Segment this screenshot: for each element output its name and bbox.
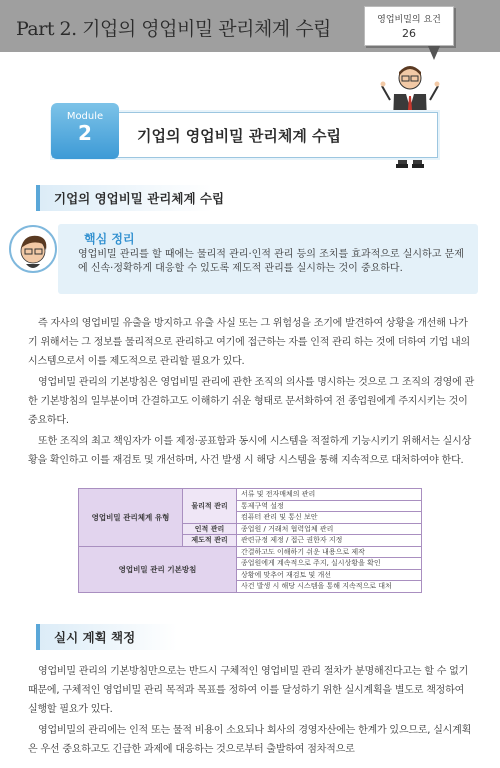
module-badge-label: Module [66, 111, 104, 122]
body-paragraph-4: 영업비밀 관리의 기본방침만으로는 반드시 구체적인 영업비밀 관리 절차가 분명해진다고는 할 수 없기 때문에, 구체적인 영업비밀 관리 목적과 목표를 정하여 이를 달성하기 위한 실시계획을 별도로 책정하여 실행할 필요가 있다. [28, 666, 469, 715]
section-heading-1-text: 기업의 영업비밀 관리체계 수립 [54, 191, 225, 206]
chapter-title: Part 2. 기업의 영업비밀 관리체계 수립 [16, 18, 331, 40]
section-heading-2-text: 실시 계획 책정 [54, 630, 136, 645]
module-badge-number: 2 [78, 121, 92, 145]
table-subgroup-label: 인적 관리 [183, 523, 237, 535]
body-paragraph-2: 영업비밀 관리의 기본방침은 영업비밀 관리에 관한 조직의 의사를 명시하는 것으로 그 조직의 경영에 관한 기본방침의 일부분이며 간결하고도 이해하기 쉬운 형태로 문서화하여 전 종업원에게 주지시키는 것이 중요하다. [28, 377, 475, 426]
tab-tail-decoration [428, 46, 440, 60]
section-heading-1 [36, 185, 286, 211]
body-paragraph-3: 또한 조직의 최고 책임자가 이를 제정·공표함과 동시에 시스템을 적절하게 기능시키기 위해서는 실시상황을 확인하고 이를 재검토 및 개선하며, 사건 발생 시 해당 시스템을 통해 지속적으로 대처하여야 한다. [28, 436, 472, 466]
table-subgroup-label: 제도적 관리 [183, 535, 237, 547]
table-cell: 서류 및 전자매체의 관리 [237, 489, 422, 501]
module-title: 기업의 영업비밀 관리체계 수립 [137, 127, 342, 145]
summary-box [58, 224, 478, 294]
table-cell: 통제구역 설정 [237, 500, 422, 512]
table-row [79, 489, 422, 501]
table-cell: 사건 발생 시 해당 시스템을 통해 지속적으로 대처 [237, 581, 422, 593]
table-row [79, 546, 422, 558]
table-cell: 관련규정 제정 / 접근 권한자 지정 [237, 535, 422, 547]
table-cell: 상황에 맞추어 재검토 및 개선 [237, 569, 422, 581]
module-heading [52, 112, 438, 158]
table-cell: 종업원에게 계속적으로 주지, 실시상황을 확인 [237, 558, 422, 570]
table-group-label: 영업비밀 관리체계 유형 [79, 489, 183, 547]
table-cell: 간결하고도 이해하기 쉬운 내용으로 제작 [237, 546, 422, 558]
professor-avatar-icon [8, 224, 58, 274]
page-tab [364, 6, 454, 46]
table-group-label: 영업비밀 관리 기본방침 [79, 546, 237, 592]
page-number: 26 [402, 27, 416, 40]
body-paragraph-1: 즉 자사의 영업비밀 유출을 방지하고 유출 사실 또는 그 위험성을 조기에 발견하여 상황을 개선해 나가기 위해서는 그 정보를 물리적으로 관리하고 여기에 접근하는 자를 인적 관리 하는 것에 더하여 기업 내의 시스템으로서 이를 제도적으로 관리할 필요가 있다. [28, 318, 471, 367]
body-paragraph-5: 영업비밀의 관리에는 인적 또는 물적 비용이 소요되나 회사의 경영자산에는 한계가 있으므로, 실시계획은 우선 중요하고도 긴급한 과제에 대응하는 것으로부터 출발하여 점차적으로 [28, 725, 472, 755]
summary-text: 영업비밀 관리를 할 때에는 물리적 관리·인적 관리 등의 조치를 효과적으로 실시하고 문제에 신속·정확하게 대응할 수 있도록 제도적 관리를 실시하는 것이 중요하다. [78, 249, 464, 274]
header-bar [0, 0, 500, 52]
table-cell: 컴퓨터 관리 및 통신 보안 [237, 512, 422, 524]
module-badge [51, 103, 119, 159]
page-tab-title: 영업비밀의 요건 [377, 15, 441, 25]
section-heading-2 [36, 624, 236, 650]
table-subgroup-label: 물리적 관리 [183, 489, 237, 524]
summary-label: 핵심 정리 [84, 232, 135, 246]
management-type-table [78, 488, 422, 593]
table-cell: 종업원 / 거래처 협력업체 관리 [237, 523, 422, 535]
